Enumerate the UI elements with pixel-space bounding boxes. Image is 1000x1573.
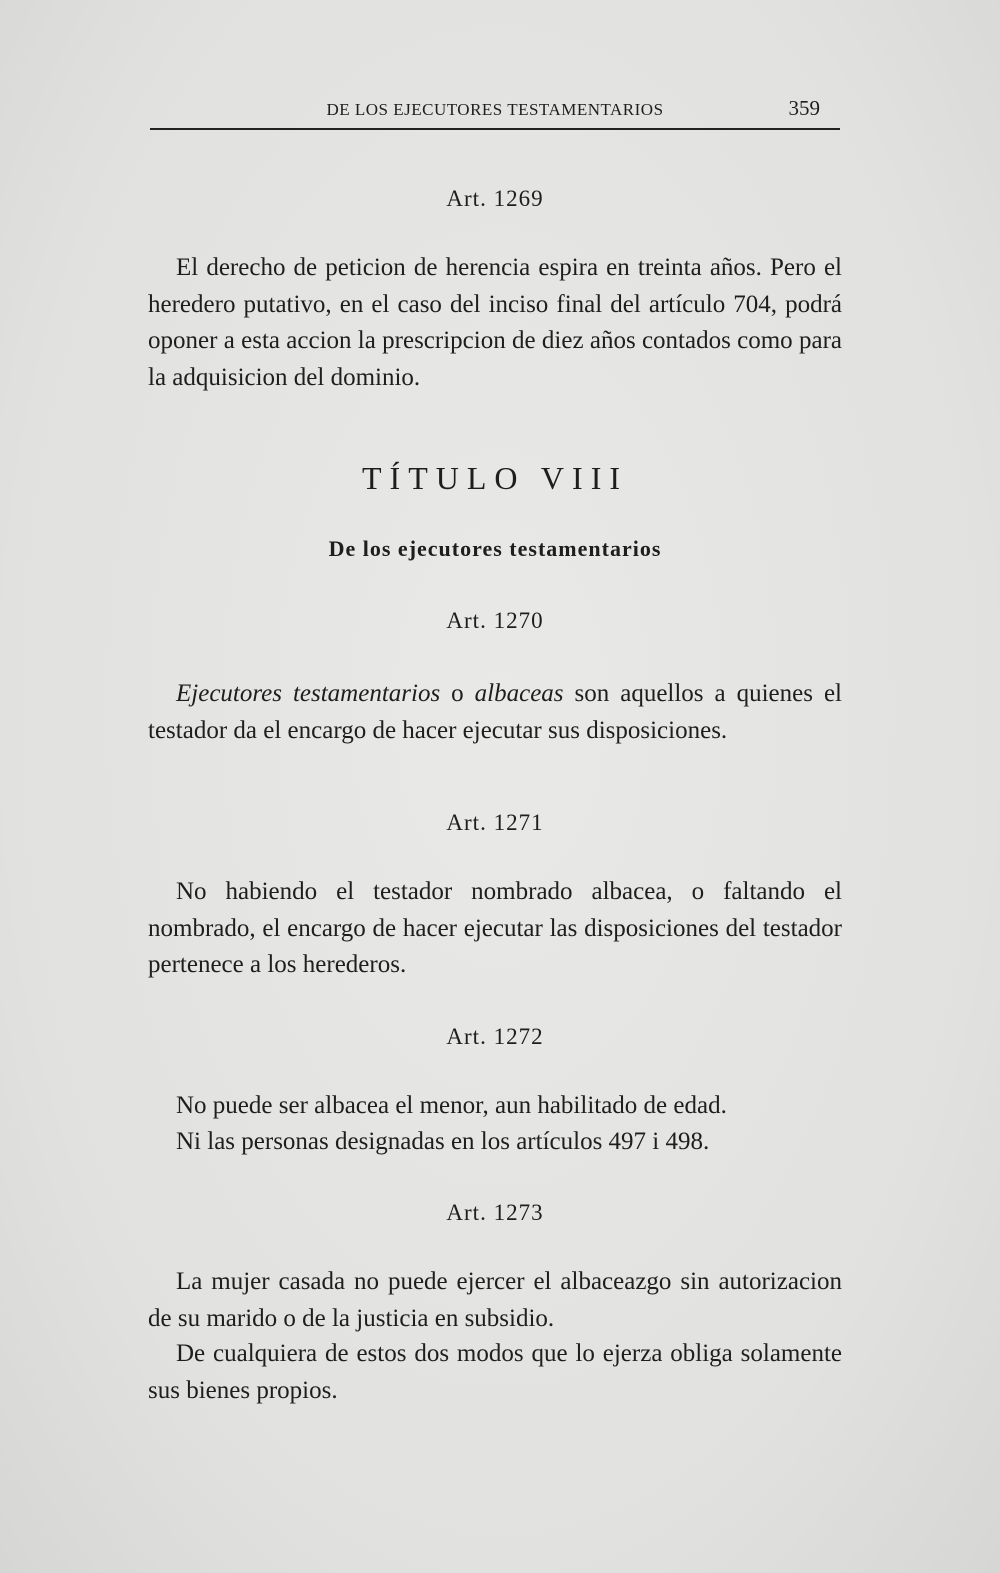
article-heading-1271: Art. 1271	[446, 810, 544, 835]
article-heading-1270: Art. 1270	[446, 608, 544, 633]
article-1273-body-2: De cualquiera de estos dos modos que lo ejerza obliga solamente sus bienes propios.	[148, 1340, 842, 1404]
title-subheading: De los ejecutores testamentarios	[328, 536, 662, 561]
article-1270-body: son aquellos a quienes el testador da el encargo de hacer ejecutar sus disposiciones.	[148, 680, 842, 744]
article-1272-body-1: No puede ser albacea el menor, aun habilitado de edad.	[176, 1092, 727, 1119]
article-1270-connector: o	[440, 680, 475, 707]
article-1270-term-1: Ejecutores testamentarios	[176, 680, 441, 707]
article-text-1269	[148, 250, 842, 396]
article-heading-1272: Art. 1272	[446, 1024, 544, 1049]
header-rule	[150, 128, 840, 130]
article-text-1271	[148, 874, 842, 984]
article-1272-body-2: Ni las personas designadas en los artículos 497 i 498.	[176, 1128, 710, 1155]
title-heading: TÍTULO VIII	[361, 460, 628, 496]
running-head	[150, 92, 840, 132]
article-1269-body: El derecho de peticion de herencia espira en treinta años. Pero el heredero putativo, en el caso del inciso final del artículo 704, podrá oponer a esta accion la prescripcion de diez años contados como para la adquisicion del dominio.	[148, 254, 842, 391]
running-title: DE LOS EJECUTORES TESTAMENTARIOS	[326, 100, 664, 119]
article-text-1273a	[148, 1264, 842, 1337]
article-text-1273b	[148, 1336, 842, 1409]
article-1270-term-2: albaceas	[474, 680, 564, 707]
article-text-1272b	[148, 1124, 842, 1161]
article-heading-1269: Art. 1269	[446, 186, 544, 211]
article-heading-1273: Art. 1273	[446, 1200, 544, 1225]
article-1273-body-1: La mujer casada no puede ejercer el albaceazgo sin autorizacion de su marido o de la justicia en subsidio.	[148, 1268, 842, 1332]
article-text-1272a	[148, 1088, 842, 1125]
page-number: 359	[788, 96, 820, 120]
article-text-1270	[148, 676, 842, 749]
article-1271-body: No habiendo el testador nombrado albacea, o faltando el nombrado, el encargo de hacer ejecutar las disposiciones del testador pertenece a los herederos.	[148, 878, 842, 978]
